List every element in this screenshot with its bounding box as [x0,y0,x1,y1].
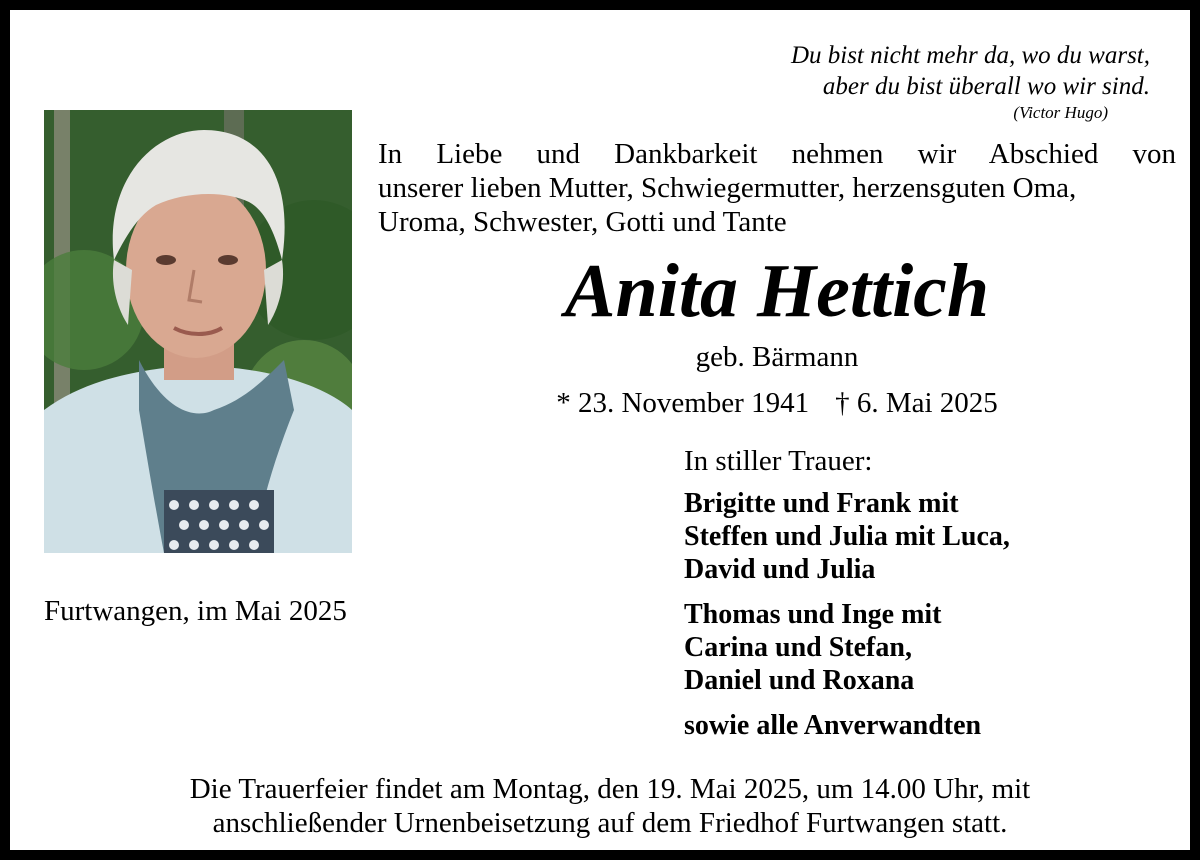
ceremony-line-1: Die Trauerfeier findet am Montag, den 19. Mai 2025, um 14.00 Uhr, mit [189,773,1031,805]
mourner-line: Steffen und Julia mit Luca, [684,521,1010,552]
place-and-date: Furtwangen, im Mai 2025 [44,595,347,627]
life-dates [378,386,1176,420]
mourner-group [684,487,1184,586]
mourner-line: Thomas und Inge mit [684,599,942,630]
birth-name: geb. Bärmann [695,341,859,373]
deceased-name: Anita Hettich [564,249,990,333]
intro-line-2: unserer lieben Mutter, Schwiegermutter, herzensguten Oma, [378,172,1077,204]
ceremony-line-2: anschließender Urnenbeisetzung auf dem Friedhof Furtwangen statt. [212,807,1008,839]
mourner-group [684,709,1184,742]
funeral-announcement [44,772,1176,840]
birth-date: * 23. November 1941 [556,387,810,419]
quote-line-1: Du bist nicht mehr da, wo du warst, [790,42,1150,69]
portrait-illustration [44,110,352,553]
quote-author: (Victor Hugo) [1013,103,1108,122]
portrait-photo [44,110,352,553]
death-date: † 6. Mai 2025 [835,387,998,419]
mourner-line: Carina und Stefan, [684,632,912,663]
intro-line-1: In Liebe und Dankbarkeit nehmen wir Abschied von [378,138,1176,170]
quote-line-2: aber du bist überall wo wir sind. [822,73,1150,100]
memorial-quote [610,40,1150,124]
mourner-line: Brigitte und Frank mit [684,488,959,519]
mourner-group [684,598,1184,697]
mourner-line: Daniel und Roxana [684,665,915,696]
mourners-heading: In stiller Trauer: [684,445,873,477]
mourners-list [684,444,1184,754]
mourner-line: David und Julia [684,554,876,585]
mourner-line: sowie alle Anverwandten [684,710,982,741]
intro-text [378,137,1176,239]
intro-line-3: Uroma, Schwester, Gotti und Tante [378,206,787,238]
